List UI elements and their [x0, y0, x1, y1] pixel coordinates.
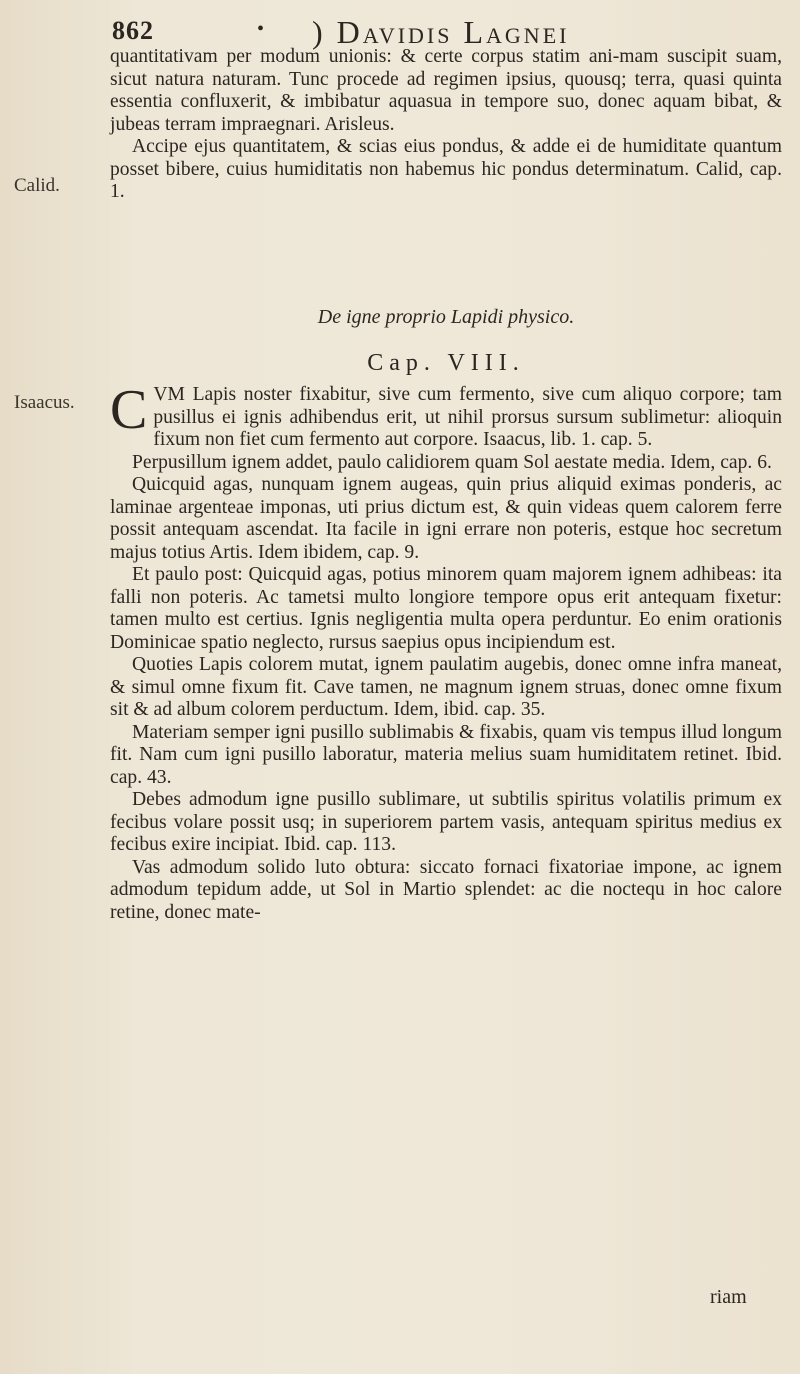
paragraph: quantitativam per modum unionis: & certe corpus statim ani-mam suscipit suam, sicut natura naturam. Tunc procede ad regimen ipsius, quousq; terra, quasi quinta essentia confluxerit, & imbibatur aquasua in tempore suo, donec aquam bibat, & jubeas terram impraegnari. Arisleus.	[110, 46, 782, 135]
chapter-title: Cap. VIII.	[367, 350, 525, 376]
text-block-chapter	[110, 379, 782, 924]
catchword: riam	[710, 1286, 747, 1308]
margin-note-isaacus: Isaacus.	[14, 392, 75, 413]
header-separator: •	[257, 18, 266, 40]
paragraph: Perpusillum ignem addet, paulo calidiorem quam Sol aestate media. Idem, cap. 6.	[132, 451, 772, 473]
paragraph: Quicquid agas, nunquam ignem augeas, quin prius aliquid eximas ponderis, ac laminae argenteae imponas, uti prius dictum est, & quin videas quem calorem ferre possit antequam ascendat. Ita facile in igni errare non poteris, estque hoc secretum majus totius Artis. Idem ibidem, cap. 9.	[110, 474, 782, 563]
paragraph: Vas admodum solido luto obtura: siccato fornaci fixatoriae impone, ac ignem admodum tepidum adde, ut Sol in Martio splendet: ac die noctequ in hoc calore retine, donec mate-	[110, 856, 782, 923]
running-header	[112, 14, 772, 48]
drop-cap: C	[110, 379, 148, 441]
section-heading: De igne proprio Lapidi physico.	[317, 306, 575, 328]
running-title: ) Davidis Lagnei	[312, 14, 570, 50]
paragraph: CVM Lapis noster fixabitur, sive cum fermento, sive cum aliquo corpore; tam pusillus ei ignis adhibendus erit, ut nihil prorsus sursum sublimetur: alioquin fixum non fiet cum fermento aut corpore. Isaacus, lib. 1. cap. 5.	[110, 379, 782, 450]
text-block-top	[110, 46, 782, 204]
paragraph: Et paulo post: Quicquid agas, potius minorem quam majorem ignem adhibeas: ita falli non poteris. Ac tametsi multo longiore tempore opus erit antequam fixetur: tamen multo est certius. Ignis negligentia multa opera perduntur. Eo enim orationis Dominicae spatio neglecto, rursus saepius opus incipiendum est.	[110, 564, 782, 653]
paragraph: Materiam semper igni pusillo sublimabis & fixabis, quam vis tempus illud longum fit. Nam cum igni pusillo laboratur, materia melius suam humiditatem retinet. Ibid. cap. 43.	[110, 721, 782, 788]
paragraph: Accipe ejus quantitatem, & scias eius pondus, & adde ei de humiditate quantum posset bibere, cuius humiditatis non habemus hic pondus determinatum. Calid, cap. 1.	[110, 136, 782, 202]
paragraph: Debes admodum igne pusillo sublimare, ut subtilis spiritus volatilis primum ex fecibus volare possit usq; in superiorem partem vasis, antequam spiritus medius ex fecibus exire incipiat. Ibid. cap. 113.	[110, 789, 782, 855]
margin-note-calid: Calid.	[14, 175, 60, 196]
paragraph: Quoties Lapis colorem mutat, ignem paulatim augebis, donec omne infra maneat, & simul omne fixum fit. Cave tamen, ne magnum ignem struas, donec omne fixum sit & ad album colorem perductum. Idem, ibid. cap. 35.	[110, 654, 782, 720]
page-number: 862	[112, 16, 154, 45]
